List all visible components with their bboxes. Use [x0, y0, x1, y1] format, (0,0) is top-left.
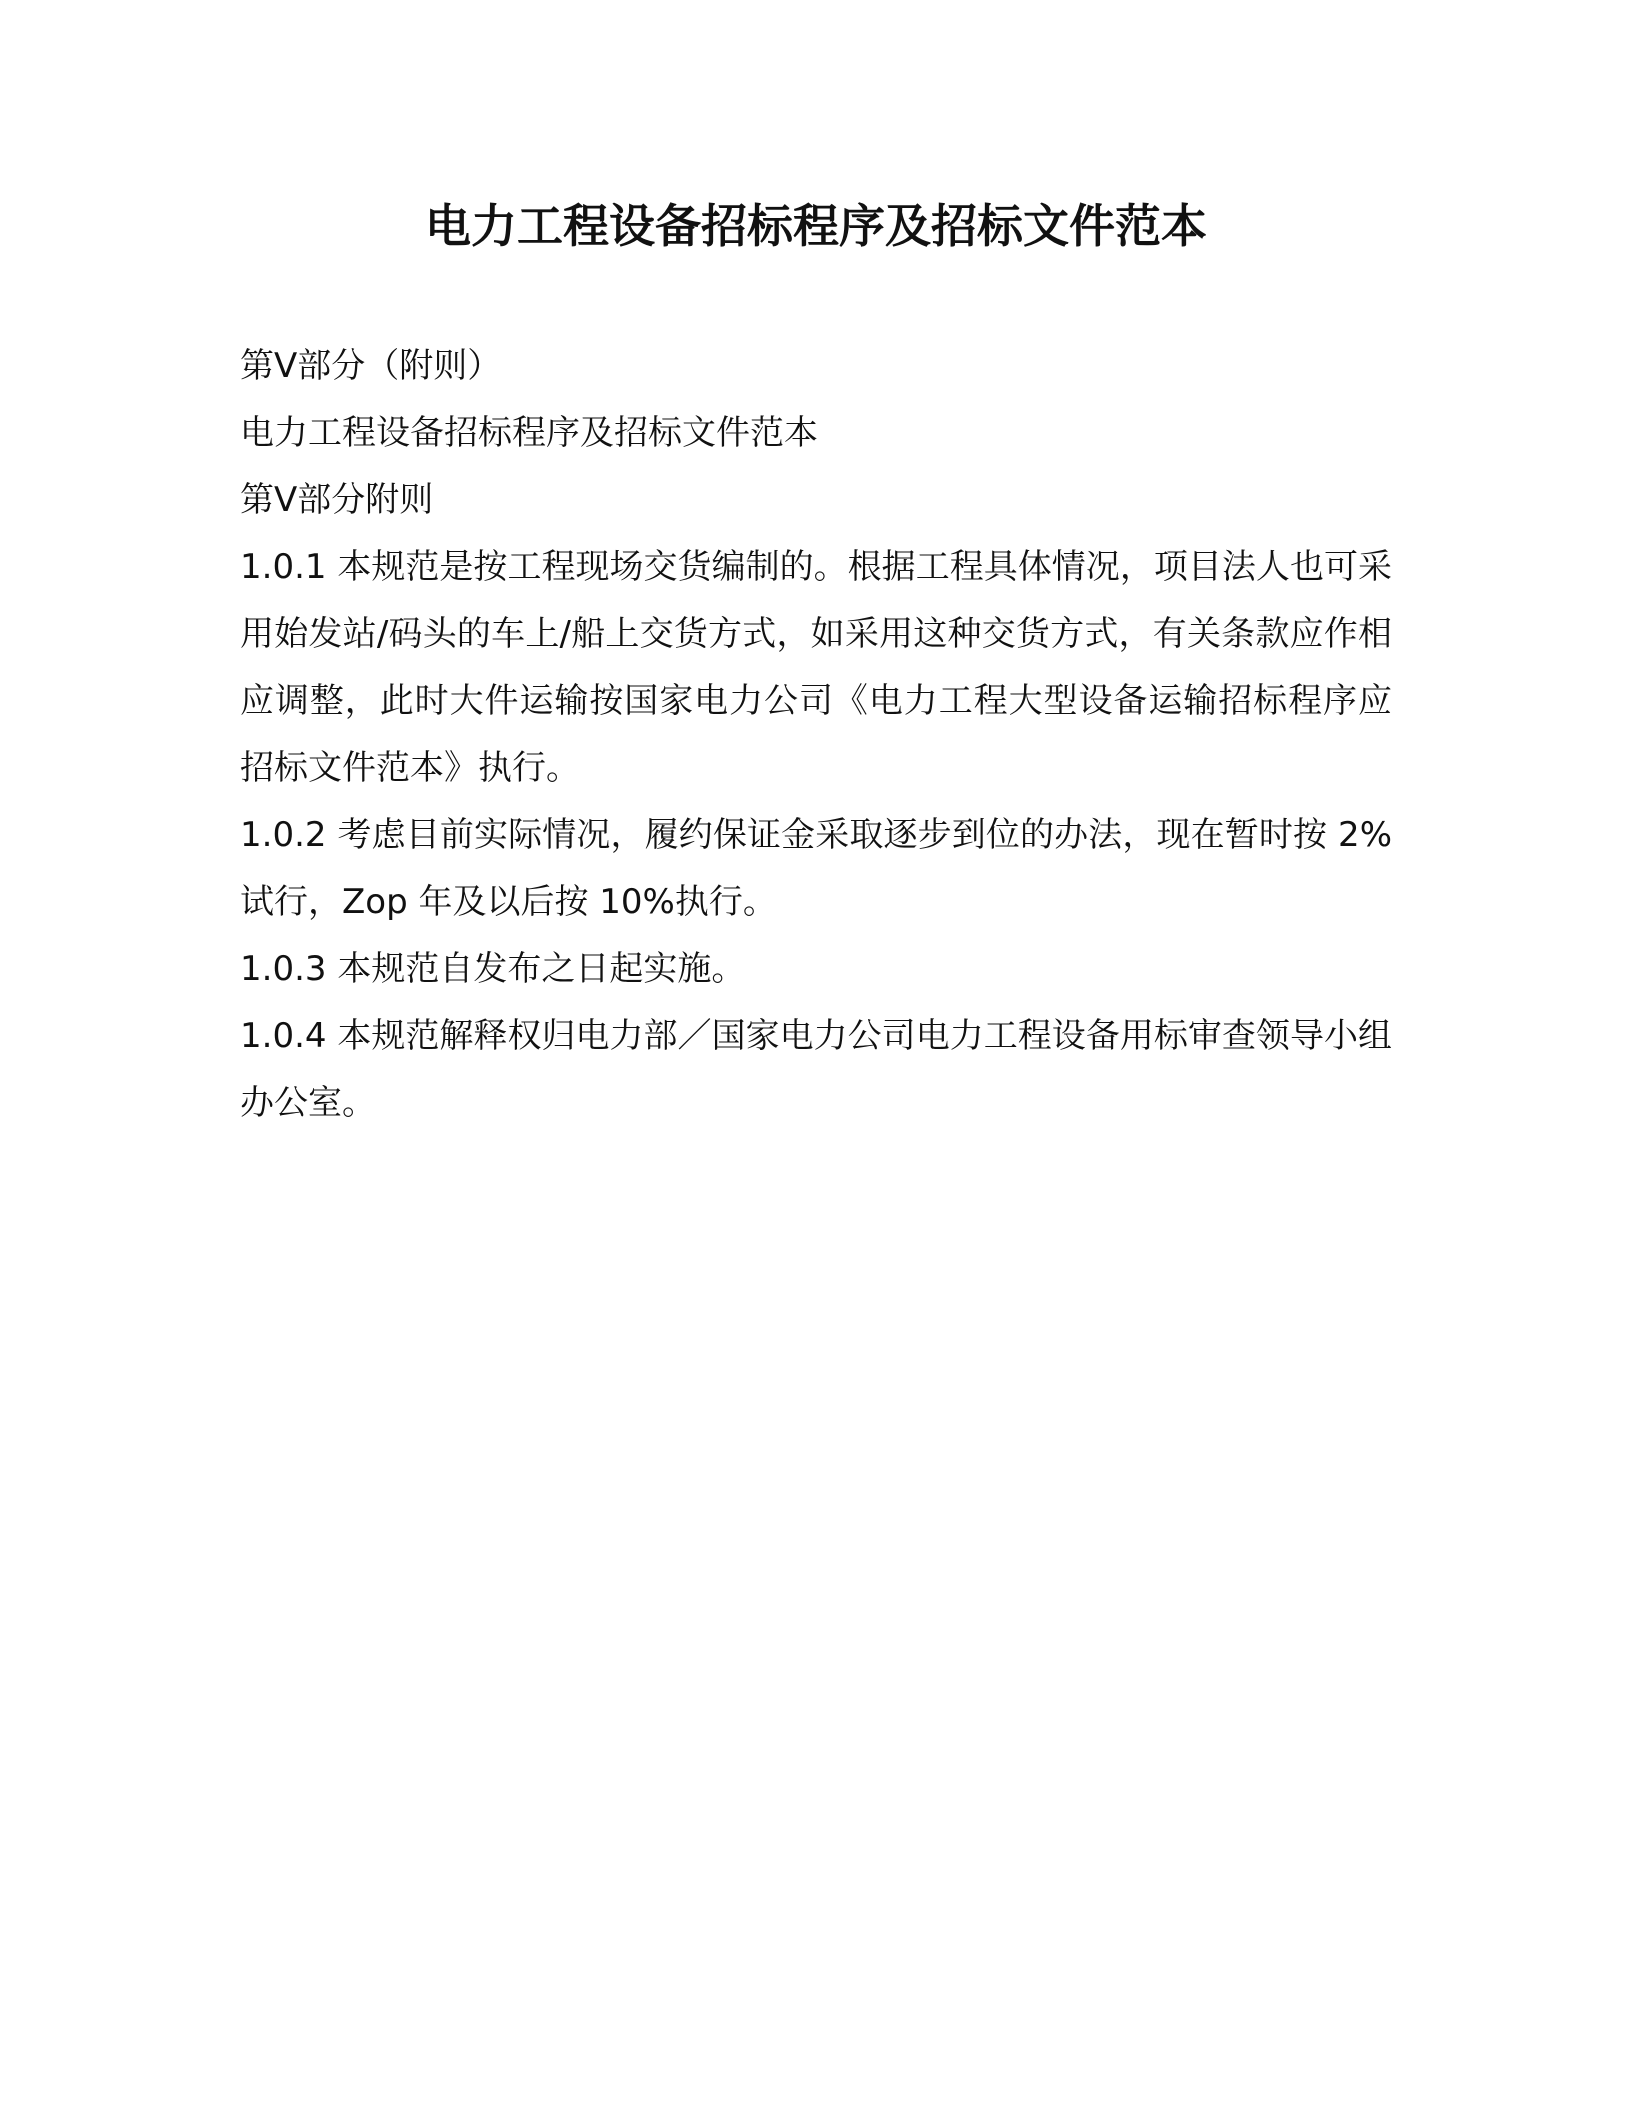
- clause-1-0-4: 1.0.4 本规范解释权归电力部／国家电力公司电力工程设备用标审查领导小组办公室。: [240, 1016, 1392, 1123]
- clause-1-0-3: 1.0.3 本规范自发布之日起实施。: [240, 949, 746, 989]
- clause-1-0-1: 1.0.1 本规范是按工程现场交货编制的。根据工程具体情况，项目法人也可采用始发站/码头的车上/船上交货方式，如采用这种交货方式，有关条款应作相应调整，此时大件运输按国家电力公司《电力工程大型设备运输招标程序应招标文件范本》执行。: [240, 547, 1392, 788]
- section-heading: 第Ⅴ部分附则: [240, 480, 434, 520]
- clause-1-0-2: 1.0.2 考虑目前实际情况，履约保证金采取逐步到位的办法，现在暂时按 2%试行，Zop 年及以后按 10%执行。: [240, 815, 1392, 922]
- part-heading: 第Ⅴ部分（附则）: [240, 346, 502, 386]
- document-title: 电力工程设备招标程序及招标文件范本: [425, 199, 1207, 253]
- document-body: [240, 333, 1392, 1137]
- subtitle-line: 电力工程设备招标程序及招标文件范本: [240, 413, 818, 453]
